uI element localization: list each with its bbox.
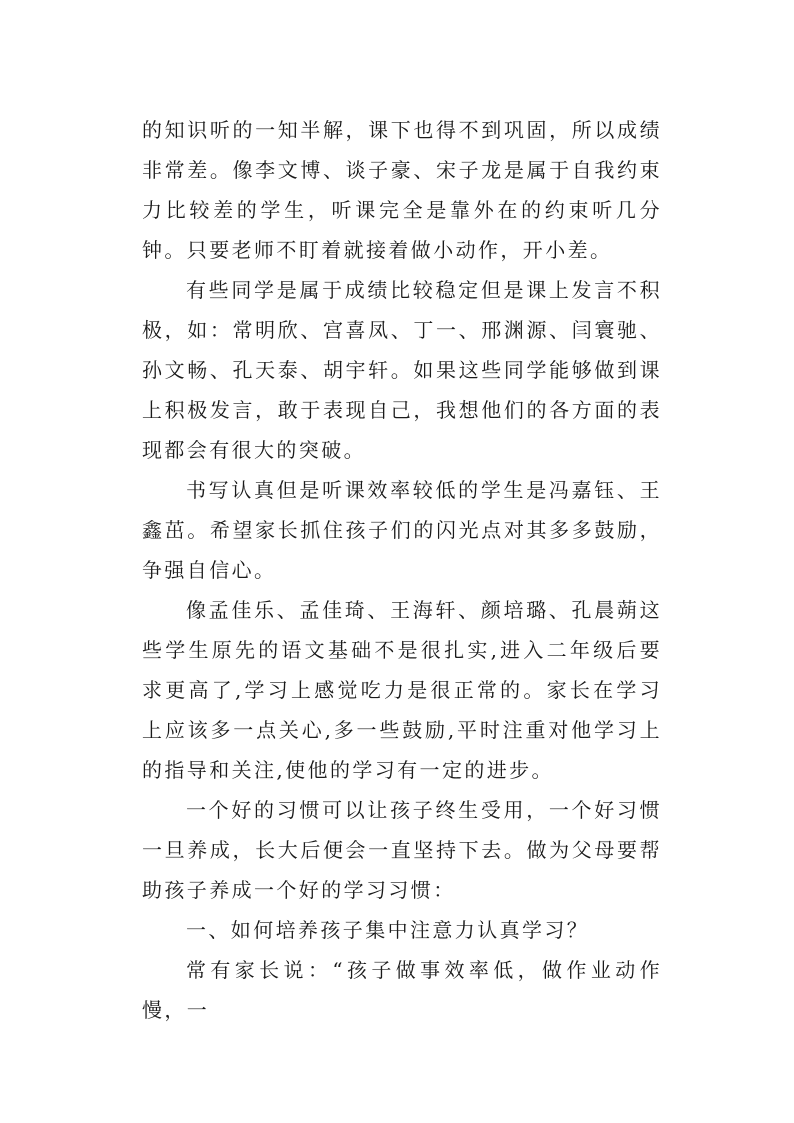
- paragraph-1: 的知识听的一知半解，课下也得不到巩固，所以成绩非常差。像李文博、谈子豪、宋子龙是属于自我约束力比较差的学生，听课完全是靠外在的约束听几分钟。只要老师不盯着就接着做小动作，开小差。: [142, 118, 662, 262]
- paragraph-3: 书写认真但是听课效率较低的学生是冯嘉钰、王鑫茁。希望家长抓住孩子们的闪光点对其多多鼓励，争强自信心。: [142, 478, 662, 582]
- document-body: [142, 110, 662, 1030]
- paragraph-4: 像孟佳乐、孟佳琦、王海轩、颜培璐、孔晨蒴这些学生原先的语文基础不是很扎实,进入二年级后要求更高了,学习上感觉吃力是很正常的。家长在学习上应该多一点关心,多一些鼓励,平时注重对他学习上的指导和关注,使他的学习有一定的进步。: [142, 598, 662, 782]
- paragraph-6: 常有家长说：“孩子做事效率低，做作业动作慢，一: [142, 958, 662, 1022]
- paragraph-5: 一个好的习惯可以让孩子终生受用，一个好习惯一旦养成，长大后便会一直坚持下去。做为父母要帮助孩子养成一个好的学习习惯：: [142, 798, 662, 902]
- section-heading-1: 一、如何培养孩子集中注意力认真学习？: [186, 918, 590, 942]
- paragraph-2: 有些同学是属于成绩比较稳定但是课上发言不积极，如：常明欣、宫喜凤、丁一、邢渊源、闫寰驰、孙文畅、孔天泰、胡宇轩。如果这些同学能够做到课上积极发言，敢于表现自己，我想他们的各方面的表现都会有很大的突破。: [142, 278, 662, 462]
